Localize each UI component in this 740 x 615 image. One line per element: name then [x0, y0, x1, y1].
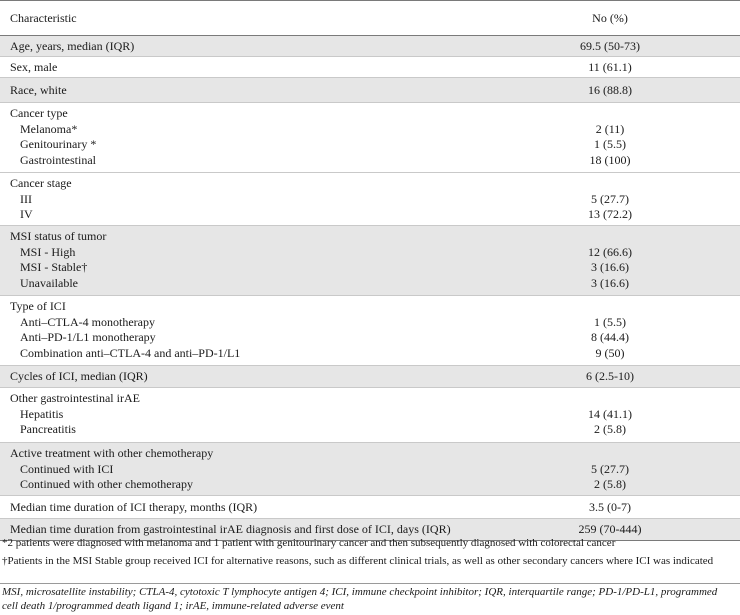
item-label: Pancreatitis: [20, 422, 76, 436]
group-label: Other gastrointestinal irAE: [10, 391, 140, 405]
row-value: 3.5 (0-7): [589, 499, 631, 514]
row-sex: [0, 57, 740, 78]
table-header: [0, 0, 740, 36]
item-label: Unavailable: [20, 275, 78, 290]
row-other-irae: [0, 388, 740, 443]
row-cycles: [0, 366, 740, 388]
row-label: Race, white: [10, 82, 67, 97]
item-label: Hepatitis: [20, 406, 64, 421]
group-label: Cancer type: [10, 106, 68, 120]
group-label: MSI status of tumor: [10, 229, 107, 243]
item-value: 1 (5.5): [594, 314, 626, 329]
footnote-abbreviations: MSI, microsatellite instability; CTLA-4, cytotoxic T lymphocyte antigen 4; ICI, immune checkpoint inhibitor; IQR, interquartile range; PD-1/PD-L1, programmed cell death 1/programmed death ligand 1; irAE, immune-related adverse event: [2, 586, 718, 612]
item-label: Gastrointestinal: [20, 152, 96, 167]
item-value: 3 (16.6): [591, 260, 629, 274]
row-label: Age, years, median (IQR): [10, 38, 135, 53]
row-race: [0, 78, 740, 103]
item-value: 5 (27.7): [591, 191, 629, 206]
item-label: Genitourinary *: [20, 137, 97, 151]
row-median-ici-duration: [0, 496, 740, 519]
group-label: Active treatment with other chemotherapy: [10, 446, 214, 460]
item-value: 1 (5.5): [594, 137, 626, 151]
footnote-star: *2 patients were diagnosed with melanoma and 1 patient with genitourinary cancer and then subsequently diagnosed with colorectal cancer: [2, 537, 616, 549]
item-label: MSI - High: [20, 244, 76, 259]
item-value: 13 (72.2): [588, 207, 632, 221]
item-value: 2 (11): [595, 121, 625, 136]
group-label: Cancer stage: [10, 176, 72, 190]
item-value: 3 (16.6): [591, 275, 629, 290]
item-label: IV: [20, 207, 33, 221]
header-no-percent: No (%): [592, 10, 628, 25]
row-label: Median time duration from gastrointestinal irAE diagnosis and first dose of ICI, days (IQR): [10, 522, 451, 536]
row-label: Cycles of ICI, median (IQR): [10, 369, 148, 383]
item-label: Continued with other chemotherapy: [20, 477, 193, 491]
row-active-treatment: [0, 443, 740, 496]
item-value: 2 (5.8): [594, 477, 626, 491]
row-cancer-type: [0, 103, 740, 173]
item-value: 2 (5.8): [594, 422, 626, 436]
group-label: Type of ICI: [10, 299, 66, 313]
item-label: III: [20, 191, 32, 206]
item-label: Anti–CTLA-4 monotherapy: [20, 314, 155, 329]
row-value: 6 (2.5-10): [586, 369, 634, 383]
row-value: 16 (88.8): [588, 82, 632, 97]
footnote-dagger: †Patients in the MSI Stable group received ICI for alternative reasons, such as different clinical trials, as well as other secondary cancers where ICI was indicated: [2, 555, 714, 567]
row-value: 259 (70-444): [578, 522, 642, 536]
row-msi-status: [0, 226, 740, 296]
item-value: 14 (41.1): [588, 406, 632, 421]
item-value: 12 (66.6): [588, 244, 632, 259]
item-label: MSI - Stable†: [20, 260, 88, 274]
item-value: 5 (27.7): [591, 461, 629, 476]
row-age: [0, 36, 740, 57]
item-label: Combination anti–CTLA-4 and anti–PD-1/L1: [20, 345, 241, 360]
row-value: 11 (61.1): [588, 59, 632, 74]
item-label: Anti–PD-1/L1 monotherapy: [20, 330, 156, 344]
item-value: 9 (50): [595, 345, 625, 360]
item-label: Continued with ICI: [20, 461, 114, 476]
item-label: Melanoma*: [20, 121, 78, 136]
row-cancer-stage: [0, 173, 740, 226]
row-value: 69.5 (50-73): [580, 38, 640, 53]
item-value: 18 (100): [589, 152, 631, 167]
item-value: 8 (44.4): [591, 330, 629, 344]
row-label: Sex, male: [10, 59, 58, 74]
header-characteristic: Characteristic: [10, 10, 77, 25]
row-type-of-ici: [0, 296, 740, 366]
row-label: Median time duration of ICI therapy, months (IQR): [10, 499, 258, 514]
footnote-divider: [0, 583, 740, 584]
